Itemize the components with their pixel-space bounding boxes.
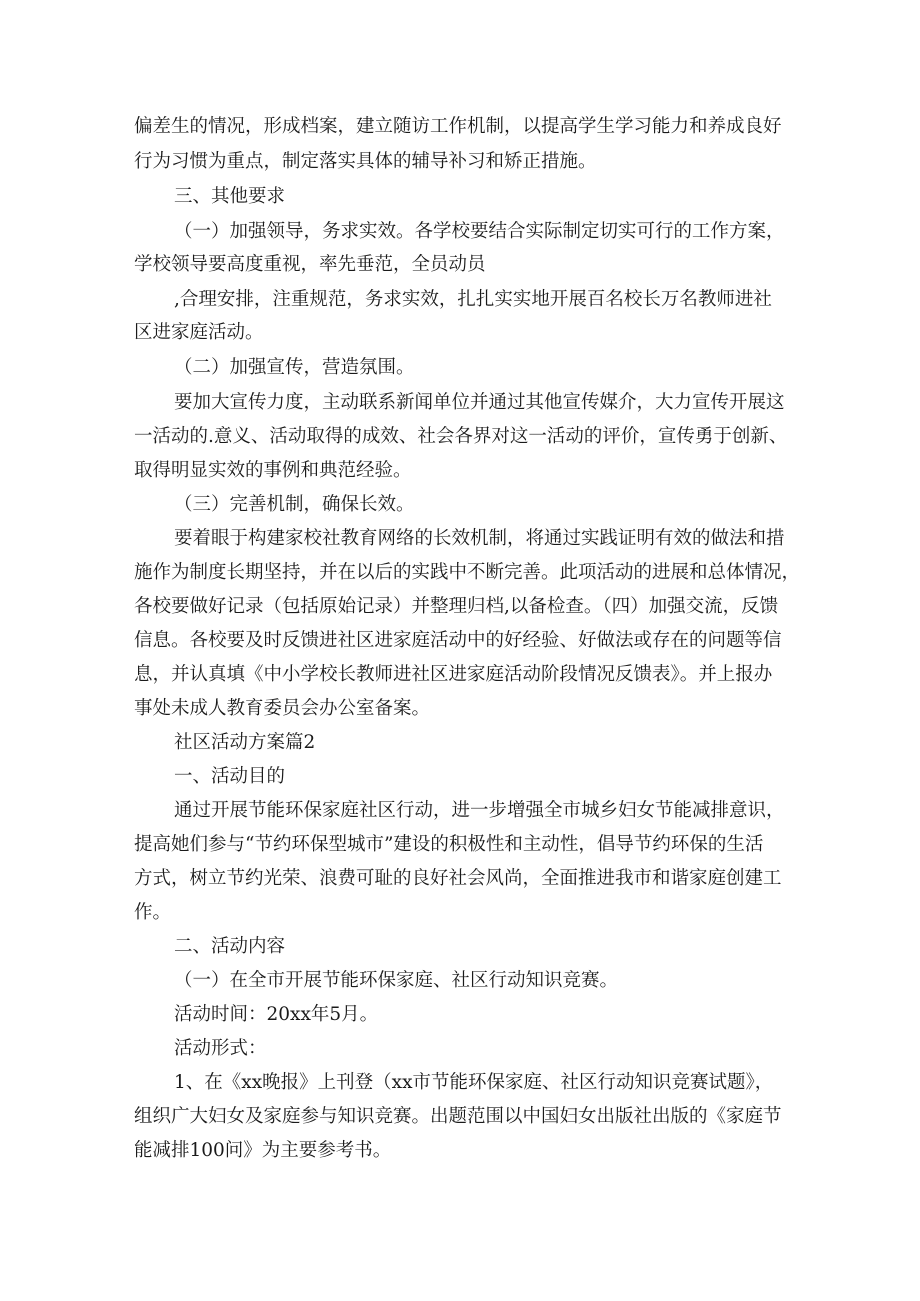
paragraph-line: 行为习惯为重点，制定落实具体的辅导补习和矫正措施。 <box>134 151 597 172</box>
paragraph-line: 学校领导要高度重视，率先垂范，全员动员 <box>134 254 486 275</box>
paragraph-line: 作。 <box>134 902 172 923</box>
paragraph-line: 一活动的.意义、活动取得的成效、社会各界对这一活动的评价，宣传勇于创新、 <box>134 426 788 447</box>
subsection-heading: （一）在全市开展节能环保家庭、社区行动知识竞赛。 <box>174 970 619 991</box>
paragraph-line: 信息。各校要及时反馈进社区进家庭活动中的好经验、好做法或存在的问题等信 <box>134 630 782 651</box>
section-heading: 一、活动目的 <box>174 766 286 787</box>
paragraph-line: 取得明显实效的事例和典范经验。 <box>134 460 412 481</box>
article-title: 社区活动方案篇2 <box>174 732 316 753</box>
paragraph-line: 要着眼于构建家校社教育网络的长效机制，将通过实践证明有效的做法和措 <box>174 528 785 549</box>
paragraph-line: 方式，树立节约光荣、浪费可耻的良好社会风尚，全面推进我市和谐家庭创建工 <box>134 868 782 889</box>
paragraph-line: 通过开展节能环保家庭社区行动，进一步增强全市城乡妇女节能减排意识， <box>174 800 785 821</box>
paragraph-line: （一）加强领导，务求实效。各学校要结合实际制定切实可行的工作方案， <box>174 221 785 242</box>
paragraph-line: 活动形式： <box>174 1038 267 1059</box>
subsection-heading: （二）加强宣传，营造氛围。 <box>174 357 415 378</box>
paragraph-line: 息，并认真填《中小学校长教师进社区进家庭活动阶段情况反馈表》。并上报办 <box>134 664 773 685</box>
paragraph-line: 偏差生的情况，形成档案，建立随访工作机制，以提高学生学习能力和养成良好 <box>134 116 782 137</box>
paragraph-line: 组织广大妇女及家庭参与知识竞赛。出题范围以中国妇女出版社出版的《家庭节 <box>134 1106 782 1127</box>
paragraph-line: 区进家庭活动。 <box>134 322 264 343</box>
paragraph-line: 要加大宣传力度，主动联系新闻单位并通过其他宣传媒介，大力宣传开展这 <box>174 392 785 413</box>
section-heading: 二、活动内容 <box>174 936 286 957</box>
paragraph-line: 事处未成人教育委员会办公室备案。 <box>134 698 431 719</box>
section-heading: 三、其他要求 <box>174 186 286 207</box>
paragraph-line: 提高她们参与“节约环保型城市”建设的积极性和主动性，倡导节约环保的生活 <box>134 834 764 855</box>
paragraph-line: 施作为制度长期坚持，并在以后的实践中不断完善。此项活动的进展和总体情况， <box>134 562 801 583</box>
paragraph-line: ,合理安排，注重规范，务求实效，扎扎实实地开展百名校长万名教师进社 <box>174 289 772 310</box>
paragraph-line: 各校要做好记录（包括原始记录）并整理归档,以备检查。（四）加强交流，反馈 <box>134 596 779 617</box>
paragraph-line: 能减排100问》为主要参考书。 <box>134 1140 392 1161</box>
paragraph-line: 1、在《xx晚报》上刊登（xx市节能环保家庭、社区行动知识竞赛试题》， <box>174 1072 774 1093</box>
paragraph-line: 活动时间：20xx年5月。 <box>174 1004 379 1025</box>
subsection-heading: （三）完善机制，确保长效。 <box>174 494 415 515</box>
